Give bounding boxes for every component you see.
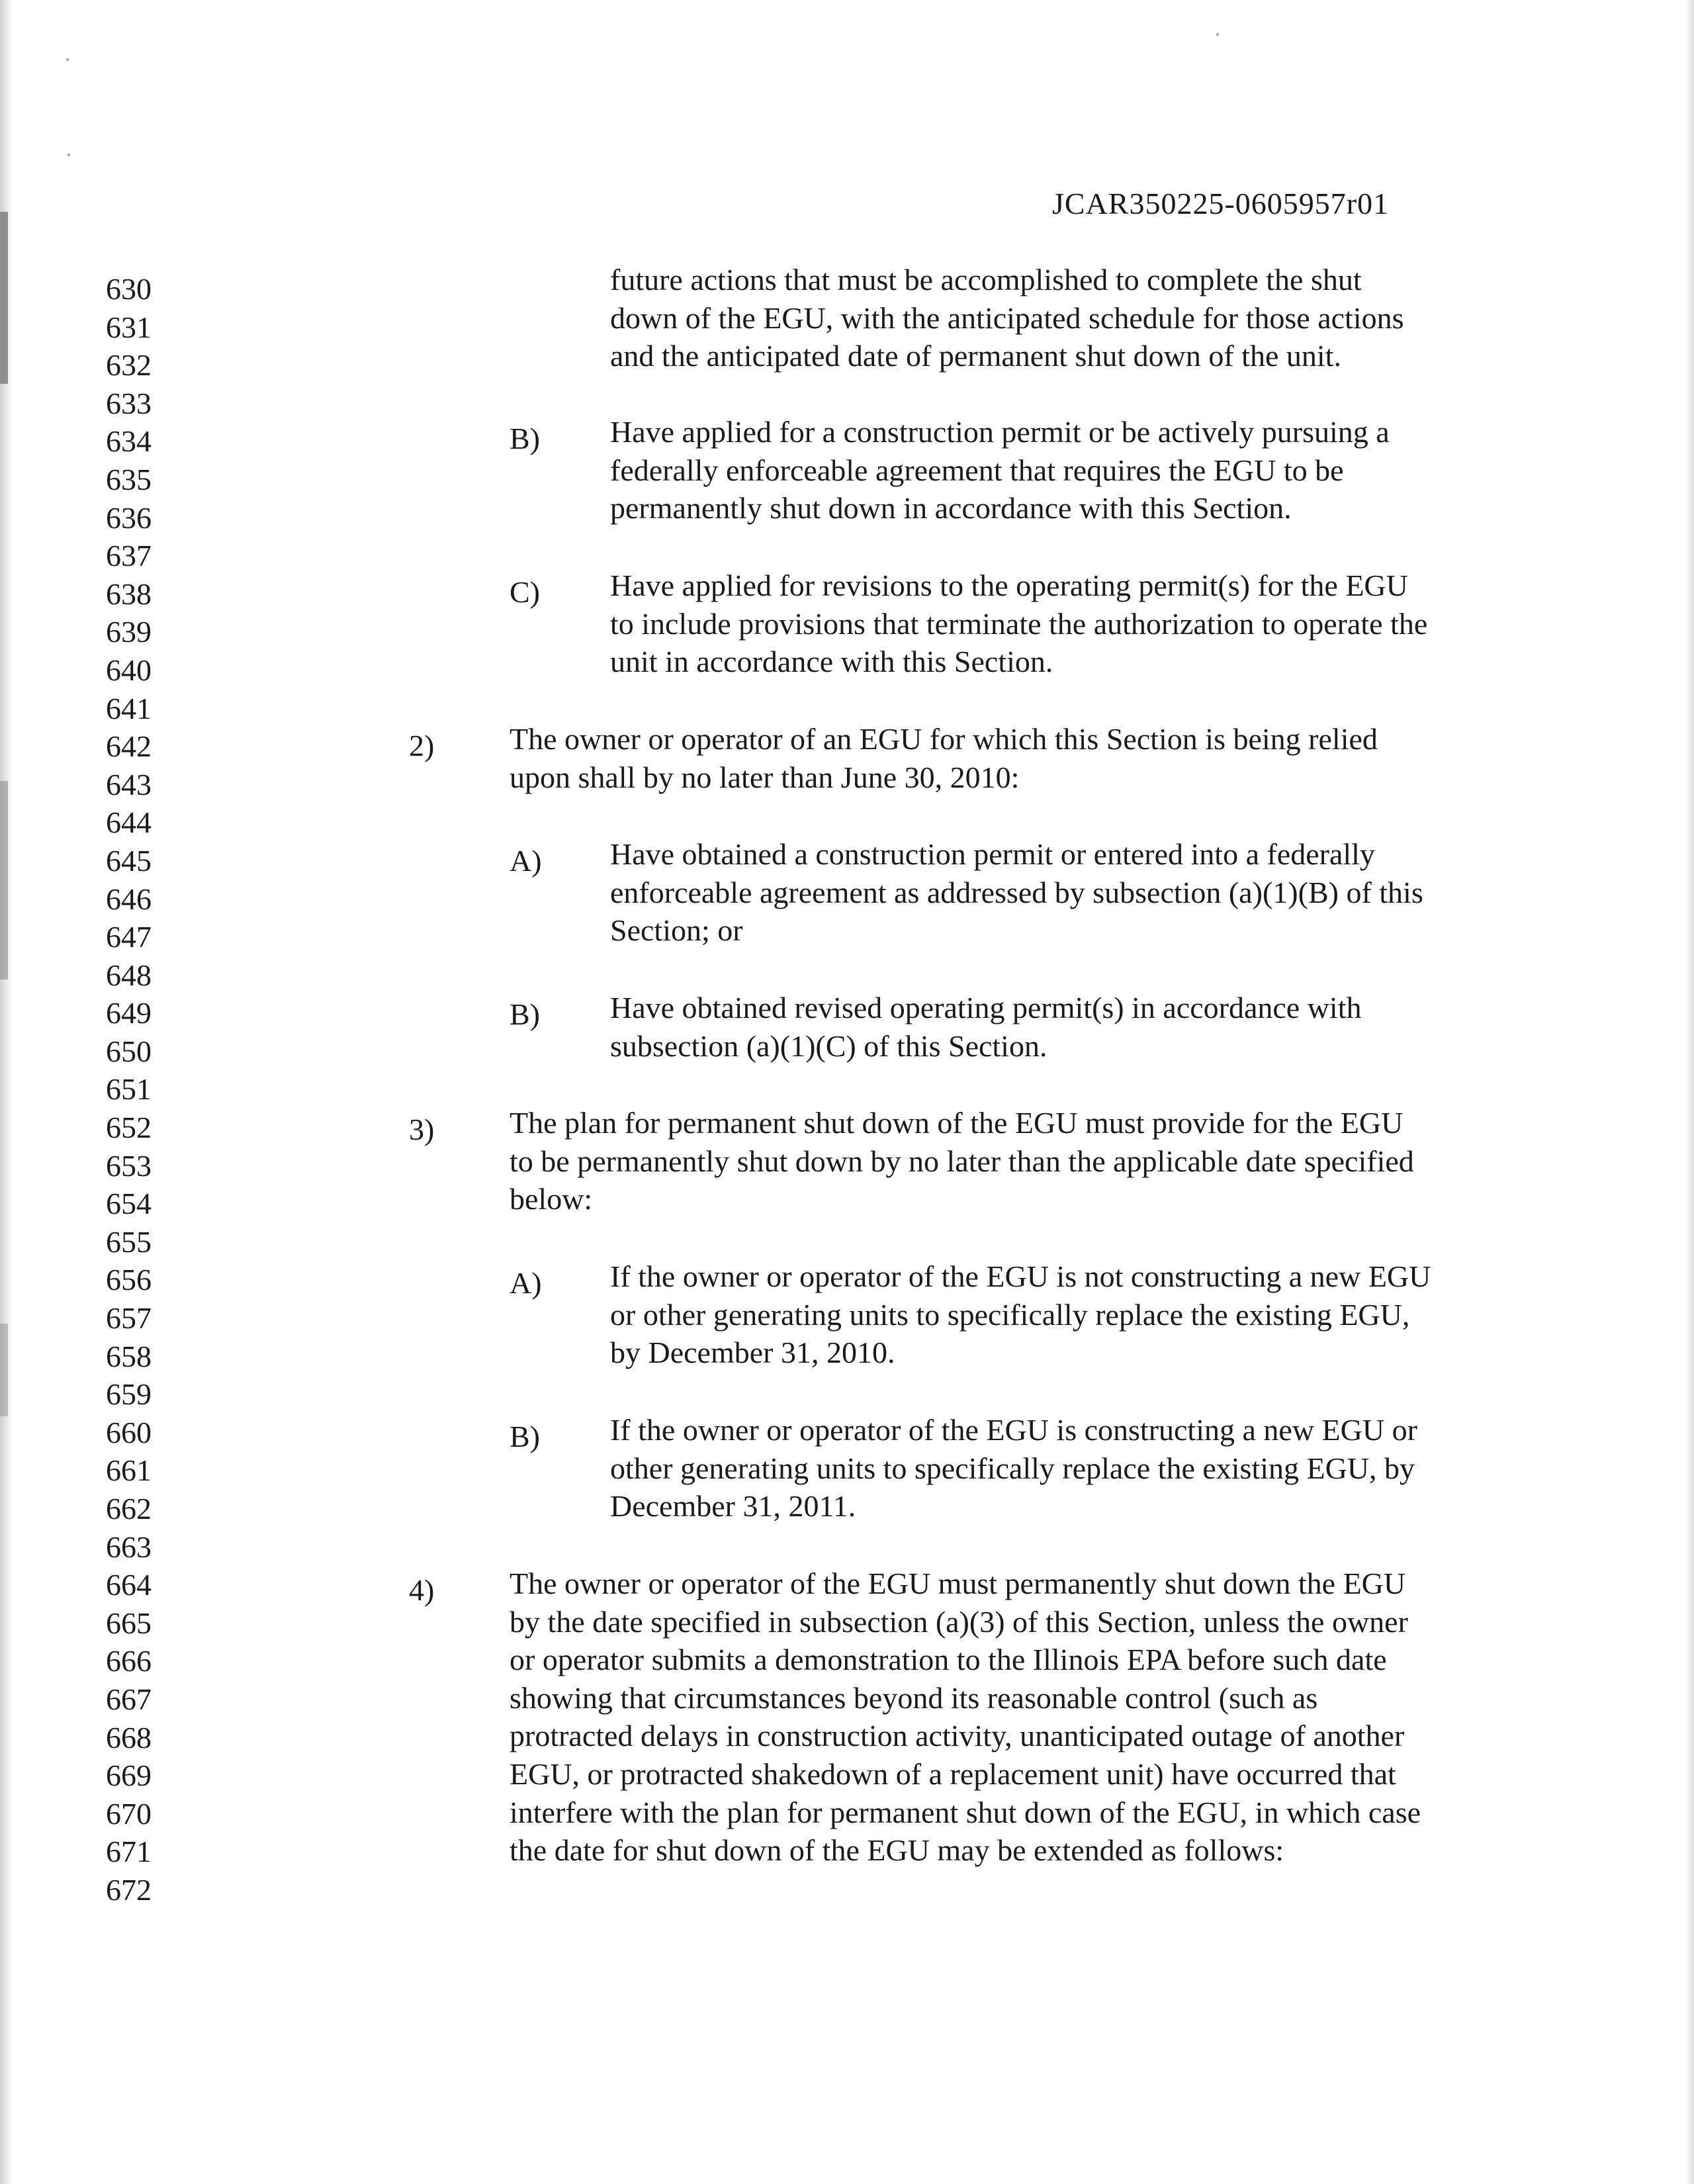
line-number: 631 <box>106 310 152 344</box>
subsection-marker: B) <box>510 997 540 1031</box>
subsection-text: The owner or operator of the EGU must permanently shut down the EGU by the date specified in subsection (a)(3) of this Section, unless the owner or operator submits a demonstration to the Illinois EPA before such date showing that circumstances beyond its reasonable control (such as protracted delays in construction activity, unanticipated outage of another EGU, or protracted shakedown of a replacement unit) have occurred that interfere with the plan for permanent shut down of the EGU, in which case the date for shut down of the EGU may be extended as follows: <box>510 1567 1421 1868</box>
line-number: 663 <box>106 1529 152 1564</box>
line-number: 659 <box>106 1377 152 1412</box>
line-number: 634 <box>106 424 152 459</box>
line-number: 654 <box>106 1187 152 1221</box>
subsection-marker: B) <box>510 1420 540 1453</box>
subsection-marker: A) <box>510 844 542 878</box>
paragraph-continuation: future actions that must be accomplished to complete the shut down of the EGU, with the anticipated schedule for those actions and the anticipated date of permanent shut down of the unit. <box>610 263 1404 373</box>
line-number: 655 <box>106 1224 152 1259</box>
line-number: 651 <box>106 1072 152 1107</box>
line-number: 630 <box>106 272 152 306</box>
subsection-text: Have obtained a construction permit or entered into a federally enforceable agreement as addressed by subsection (a)(1)(B) of this Section; or <box>610 837 1423 948</box>
line-number: 672 <box>106 1872 152 1907</box>
line-number: 657 <box>106 1301 152 1336</box>
line-number: 669 <box>106 1758 152 1793</box>
document-id: JCAR350225-0605957r01 <box>1052 187 1390 220</box>
subsection-marker: 3) <box>409 1113 435 1146</box>
line-number: 671 <box>106 1835 152 1869</box>
line-number: 632 <box>106 348 152 383</box>
line-number: 635 <box>106 462 152 496</box>
line-number: 665 <box>106 1606 152 1640</box>
line-number: 641 <box>106 691 152 725</box>
line-number: 643 <box>106 767 152 801</box>
line-number: 645 <box>106 843 152 878</box>
line-number: 653 <box>106 1148 152 1183</box>
line-number: 666 <box>106 1644 152 1678</box>
line-number: 637 <box>106 539 152 573</box>
line-number: 652 <box>106 1111 152 1145</box>
line-number: 658 <box>106 1339 152 1373</box>
line-number: 647 <box>106 920 152 954</box>
subsection-text: Have obtained revised operating permit(s) in accordance with subsection (a)(1)(C) of this Section. <box>610 991 1362 1063</box>
line-number: 661 <box>106 1453 152 1488</box>
line-number: 646 <box>106 882 152 916</box>
line-number: 644 <box>106 805 152 840</box>
line-number: 664 <box>106 1568 152 1602</box>
line-number: 660 <box>106 1415 152 1449</box>
line-number: 649 <box>106 996 152 1030</box>
subsection-text: Have applied for a construction permit or be actively pursuing a federally enforceable agreement that requires the EGU to be permanently shut down in accordance with this Section. <box>610 415 1390 525</box>
line-number: 636 <box>106 500 152 535</box>
line-number: 662 <box>106 1492 152 1525</box>
line-number: 640 <box>106 653 152 687</box>
subsection-marker: 4) <box>409 1573 435 1607</box>
subsection-text: The plan for permanent shut down of the EGU must provide for the EGU to be permanently shut down by no later than the applicable date specified below: <box>510 1106 1414 1216</box>
subsection-text: The owner or operator of an EGU for which this Section is being relied upon shall by no later than June 30, 2010: <box>510 722 1378 794</box>
line-number: 633 <box>106 386 152 420</box>
line-number: 668 <box>106 1720 152 1754</box>
subsection-marker: C) <box>510 575 540 609</box>
line-number: 667 <box>106 1682 152 1716</box>
subsection-text: If the owner or operator of the EGU is not constructing a new EGU or other generating units to specifically replace the existing EGU, by December 31, 2010. <box>610 1259 1431 1370</box>
subsection-text: If the owner or operator of the EGU is constructing a new EGU or other generating units to specifically replace the existing EGU, by December 31, 2011. <box>610 1413 1417 1524</box>
subsection-text: Have applied for revisions to the operating permit(s) for the EGU to include provisions that terminate the authorization to operate the unit in accordance with this Section. <box>610 569 1428 679</box>
line-number: 639 <box>106 615 152 649</box>
subsection-marker: 2) <box>409 729 435 762</box>
line-number: 656 <box>106 1263 152 1297</box>
line-number: 642 <box>106 729 152 764</box>
line-number: 670 <box>106 1796 152 1831</box>
line-number: 638 <box>106 576 152 611</box>
line-number: 650 <box>106 1034 152 1068</box>
subsection-marker: A) <box>510 1266 542 1300</box>
line-number: 648 <box>106 958 152 992</box>
subsection-marker: B) <box>510 422 540 455</box>
